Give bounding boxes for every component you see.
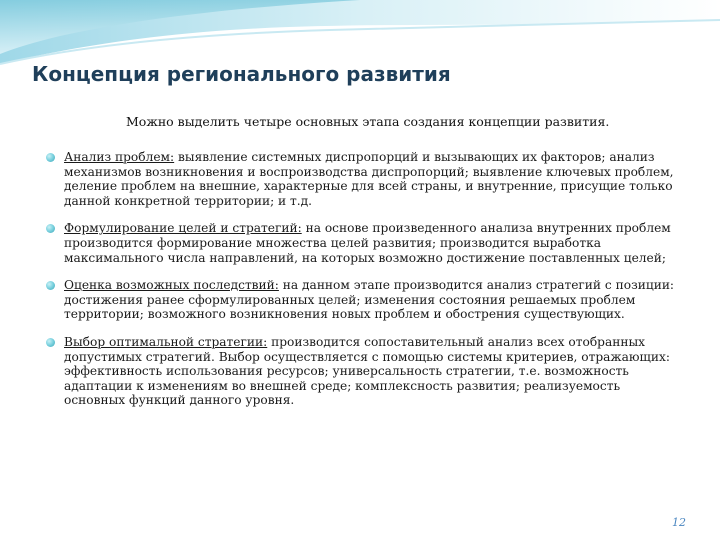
item-text: производится сопоставительный анализ всех отобранных допустимых стратегий. Выбор осуществляется с помощью системы критериев, отражающих: эффективность использования ресурсов; универсальность стратегии, т.е. возможность адаптации к изменениям во внешней среде; комплексность развития; реализуемость основных функций данного уровня.	[64, 334, 670, 408]
item-term: Оценка возможных последствий:	[64, 278, 279, 293]
list-item	[44, 221, 684, 265]
item-text: выявление системных диспропорций и вызывающих их факторов; анализ механизмов возникновения и воспроизводства диспропорций; выявление ключевых проблем, деление проблем на внешние, характерные для всей страны, и внутренние, присущие только данной конкретной территории; и т.д.	[64, 150, 674, 208]
stage-list	[44, 150, 684, 408]
item-term: Выбор оптимальной стратегии:	[64, 334, 268, 349]
item-text: на основе произведенного анализа внутренних проблем производится формирование множества целей развития; производится выработка максимального числа направлений, на которых возможно достижение поставленных целей;	[64, 221, 671, 265]
item-text: на данном этапе производится анализ стратегий с позиции: достижения ранее сформулированных целей; изменения состояния решаемых проблем территории; возможного возникновения новых проблем и обострения существующих.	[64, 278, 675, 322]
slide-title: Концепция регионального развития	[32, 62, 451, 86]
list-item	[44, 278, 684, 322]
item-term: Анализ проблем:	[64, 150, 175, 164]
page-number: 12	[672, 516, 686, 529]
intro-text: Можно выделить четыре основных этапа создания концепции развития.	[126, 114, 610, 129]
bullet-icon	[46, 153, 55, 162]
bullet-icon	[46, 338, 55, 347]
bullet-icon	[46, 224, 55, 233]
bullet-icon	[46, 281, 55, 290]
list-item	[44, 335, 684, 408]
item-term: Формулирование целей и стратегий:	[64, 221, 302, 236]
list-item	[44, 150, 684, 208]
